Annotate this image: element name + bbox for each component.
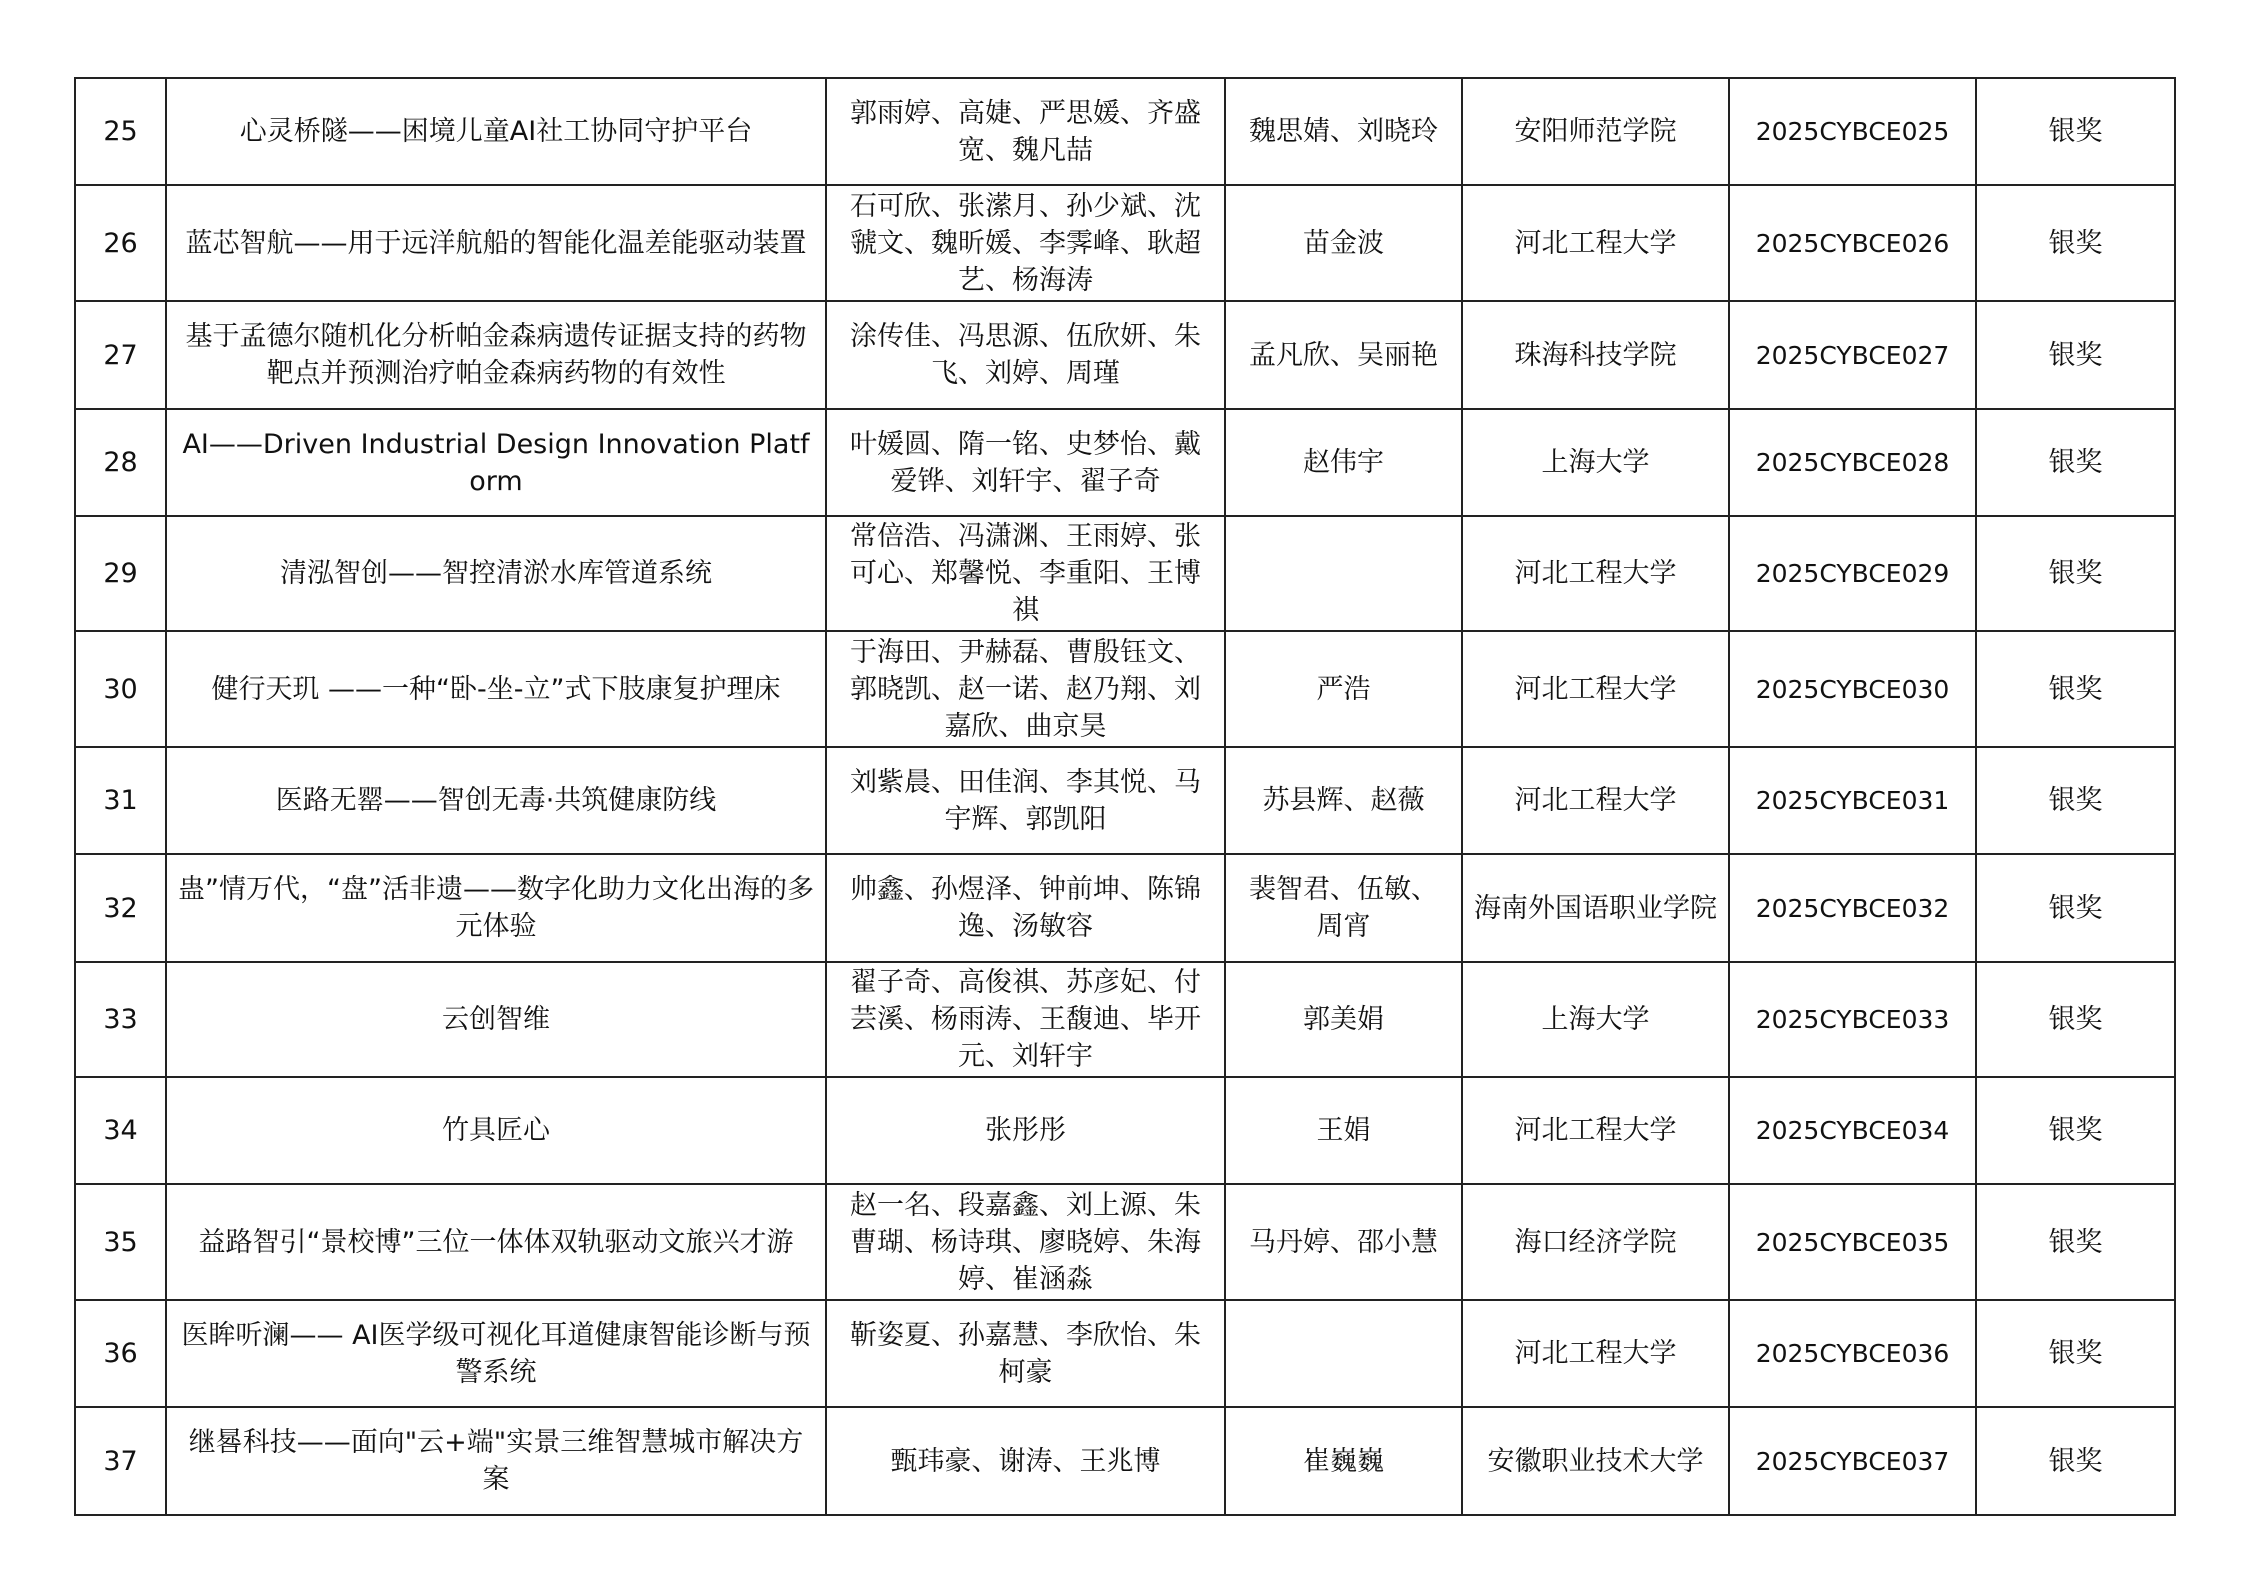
award-code-cell: 2025CYBCE027 bbox=[1729, 301, 1976, 409]
award-code-cell: 2025CYBCE032 bbox=[1729, 854, 1976, 962]
award-code-cell: 2025CYBCE033 bbox=[1729, 962, 1976, 1077]
members-cell: 于海田、尹赫磊、曹殷钰文、郭晓凯、赵一诺、赵乃翔、刘嘉欣、曲京昊 bbox=[826, 631, 1225, 747]
table-row bbox=[75, 78, 2175, 185]
school-cell: 安徽职业技术大学 bbox=[1462, 1407, 1729, 1515]
award-level-cell: 银奖 bbox=[1976, 185, 2175, 301]
school-cell: 河北工程大学 bbox=[1462, 1077, 1729, 1184]
advisors-cell: 崔巍巍 bbox=[1225, 1407, 1462, 1515]
award-code-cell: 2025CYBCE036 bbox=[1729, 1300, 1976, 1407]
project-name-cell: 清泓智创——智控清淤水库管道系统 bbox=[166, 516, 826, 631]
award-level-cell: 银奖 bbox=[1976, 1184, 2175, 1300]
row-number-cell: 36 bbox=[75, 1300, 166, 1407]
school-cell: 河北工程大学 bbox=[1462, 185, 1729, 301]
members-cell: 甄玮豪、谢涛、王兆博 bbox=[826, 1407, 1225, 1515]
school-cell: 河北工程大学 bbox=[1462, 516, 1729, 631]
project-name-cell: 益路智引“景校博”三位一体体双轨驱动文旅兴才游 bbox=[166, 1184, 826, 1300]
table-row bbox=[75, 962, 2175, 1077]
award-code-cell: 2025CYBCE029 bbox=[1729, 516, 1976, 631]
members-cell: 常倍浩、冯潇渊、王雨婷、张可心、郑馨悦、李重阳、王博祺 bbox=[826, 516, 1225, 631]
row-number-cell: 32 bbox=[75, 854, 166, 962]
award-level-cell: 银奖 bbox=[1976, 409, 2175, 516]
members-cell: 刘紫晨、田佳润、李其悦、马宇辉、郭凯阳 bbox=[826, 747, 1225, 854]
project-name-cell: 蛊”情万代，“盘”活非遗——数字化助力文化出海的多元体验 bbox=[166, 854, 826, 962]
award-code-cell: 2025CYBCE025 bbox=[1729, 78, 1976, 185]
school-cell: 河北工程大学 bbox=[1462, 631, 1729, 747]
row-number-cell: 33 bbox=[75, 962, 166, 1077]
project-name-cell: 蓝芯智航——用于远洋航船的智能化温差能驱动装置 bbox=[166, 185, 826, 301]
school-cell: 上海大学 bbox=[1462, 409, 1729, 516]
members-cell: 帅鑫、孙煜泽、钟前坤、陈锦逸、汤敏容 bbox=[826, 854, 1225, 962]
table-row bbox=[75, 631, 2175, 747]
table-row bbox=[75, 747, 2175, 854]
project-name-cell: 心灵桥隧——困境儿童AI社工协同守护平台 bbox=[166, 78, 826, 185]
table-row bbox=[75, 1184, 2175, 1300]
school-cell: 珠海科技学院 bbox=[1462, 301, 1729, 409]
project-name-cell: 继晷科技——面向"云+端"实景三维智慧城市解决方案 bbox=[166, 1407, 826, 1515]
school-cell: 上海大学 bbox=[1462, 962, 1729, 1077]
award-level-cell: 银奖 bbox=[1976, 854, 2175, 962]
school-cell: 河北工程大学 bbox=[1462, 1300, 1729, 1407]
members-cell: 翟子奇、高俊祺、苏彦妃、付芸溪、杨雨涛、王馥迪、毕开元、刘轩宇 bbox=[826, 962, 1225, 1077]
advisors-cell: 王娟 bbox=[1225, 1077, 1462, 1184]
table-row bbox=[75, 1077, 2175, 1184]
award-code-cell: 2025CYBCE030 bbox=[1729, 631, 1976, 747]
award-level-cell: 银奖 bbox=[1976, 78, 2175, 185]
award-level-cell: 银奖 bbox=[1976, 747, 2175, 854]
members-cell: 赵一名、段嘉鑫、刘上源、朱曹瑚、杨诗琪、廖晓婷、朱海婷、崔涵淼 bbox=[826, 1184, 1225, 1300]
award-level-cell: 银奖 bbox=[1976, 301, 2175, 409]
table-row bbox=[75, 854, 2175, 962]
project-name-cell: AI——Driven Industrial Design Innovation Platform bbox=[166, 409, 826, 516]
school-cell: 安阳师范学院 bbox=[1462, 78, 1729, 185]
table-row bbox=[75, 516, 2175, 631]
members-cell: 靳姿夏、孙嘉慧、李欣怡、朱柯豪 bbox=[826, 1300, 1225, 1407]
award-code-cell: 2025CYBCE028 bbox=[1729, 409, 1976, 516]
row-number-cell: 34 bbox=[75, 1077, 166, 1184]
project-name-cell: 云创智维 bbox=[166, 962, 826, 1077]
project-name-cell: 医眸听澜—— AI医学级可视化耳道健康智能诊断与预警系统 bbox=[166, 1300, 826, 1407]
advisors-cell: 裴智君、伍敏、周宵 bbox=[1225, 854, 1462, 962]
table-row bbox=[75, 1407, 2175, 1515]
table-row bbox=[75, 409, 2175, 516]
row-number-cell: 30 bbox=[75, 631, 166, 747]
award-level-cell: 银奖 bbox=[1976, 1407, 2175, 1515]
advisors-cell: 苏县辉、赵薇 bbox=[1225, 747, 1462, 854]
table-row bbox=[75, 185, 2175, 301]
row-number-cell: 37 bbox=[75, 1407, 166, 1515]
award-code-cell: 2025CYBCE034 bbox=[1729, 1077, 1976, 1184]
advisors-cell: 郭美娟 bbox=[1225, 962, 1462, 1077]
table-row bbox=[75, 301, 2175, 409]
row-number-cell: 25 bbox=[75, 78, 166, 185]
project-name-cell: 医路无罂——智创无毒·共筑健康防线 bbox=[166, 747, 826, 854]
row-number-cell: 26 bbox=[75, 185, 166, 301]
award-code-cell: 2025CYBCE031 bbox=[1729, 747, 1976, 854]
award-code-cell: 2025CYBCE026 bbox=[1729, 185, 1976, 301]
project-name-cell: 健行天玑 ——一种“卧-坐-立”式下肢康复护理床 bbox=[166, 631, 826, 747]
award-level-cell: 银奖 bbox=[1976, 1077, 2175, 1184]
advisors-cell: 苗金波 bbox=[1225, 185, 1462, 301]
award-level-cell: 银奖 bbox=[1976, 516, 2175, 631]
advisors-cell bbox=[1225, 1300, 1462, 1407]
award-level-cell: 银奖 bbox=[1976, 962, 2175, 1077]
award-level-cell: 银奖 bbox=[1976, 1300, 2175, 1407]
advisors-cell: 赵伟宇 bbox=[1225, 409, 1462, 516]
advisors-cell bbox=[1225, 516, 1462, 631]
project-name-cell: 基于孟德尔随机化分析帕金森病遗传证据支持的药物靶点并预测治疗帕金森病药物的有效性 bbox=[166, 301, 826, 409]
school-cell: 海口经济学院 bbox=[1462, 1184, 1729, 1300]
members-cell: 叶媛圆、隋一铭、史梦怡、戴爱铧、刘轩宇、翟子奇 bbox=[826, 409, 1225, 516]
advisors-cell: 严浩 bbox=[1225, 631, 1462, 747]
advisors-cell: 魏思婧、刘晓玲 bbox=[1225, 78, 1462, 185]
school-cell: 海南外国语职业学院 bbox=[1462, 854, 1729, 962]
members-cell: 石可欣、张潆月、孙少斌、沈虢文、魏昕媛、李霁峰、耿超艺、杨海涛 bbox=[826, 185, 1225, 301]
advisors-cell: 孟凡欣、吴丽艳 bbox=[1225, 301, 1462, 409]
award-level-cell: 银奖 bbox=[1976, 631, 2175, 747]
row-number-cell: 28 bbox=[75, 409, 166, 516]
row-number-cell: 35 bbox=[75, 1184, 166, 1300]
row-number-cell: 27 bbox=[75, 301, 166, 409]
row-number-cell: 31 bbox=[75, 747, 166, 854]
advisors-cell: 马丹婷、邵小慧 bbox=[1225, 1184, 1462, 1300]
members-cell: 涂传佳、冯思源、伍欣妍、朱飞、刘婷、周瑾 bbox=[826, 301, 1225, 409]
award-table bbox=[74, 77, 2176, 1516]
row-number-cell: 29 bbox=[75, 516, 166, 631]
school-cell: 河北工程大学 bbox=[1462, 747, 1729, 854]
members-cell: 张彤彤 bbox=[826, 1077, 1225, 1184]
table-row bbox=[75, 1300, 2175, 1407]
members-cell: 郭雨婷、高婕、严思媛、齐盛宽、魏凡喆 bbox=[826, 78, 1225, 185]
award-table-body bbox=[75, 78, 2175, 1515]
project-name-cell: 竹具匠心 bbox=[166, 1077, 826, 1184]
award-code-cell: 2025CYBCE037 bbox=[1729, 1407, 1976, 1515]
award-code-cell: 2025CYBCE035 bbox=[1729, 1184, 1976, 1300]
